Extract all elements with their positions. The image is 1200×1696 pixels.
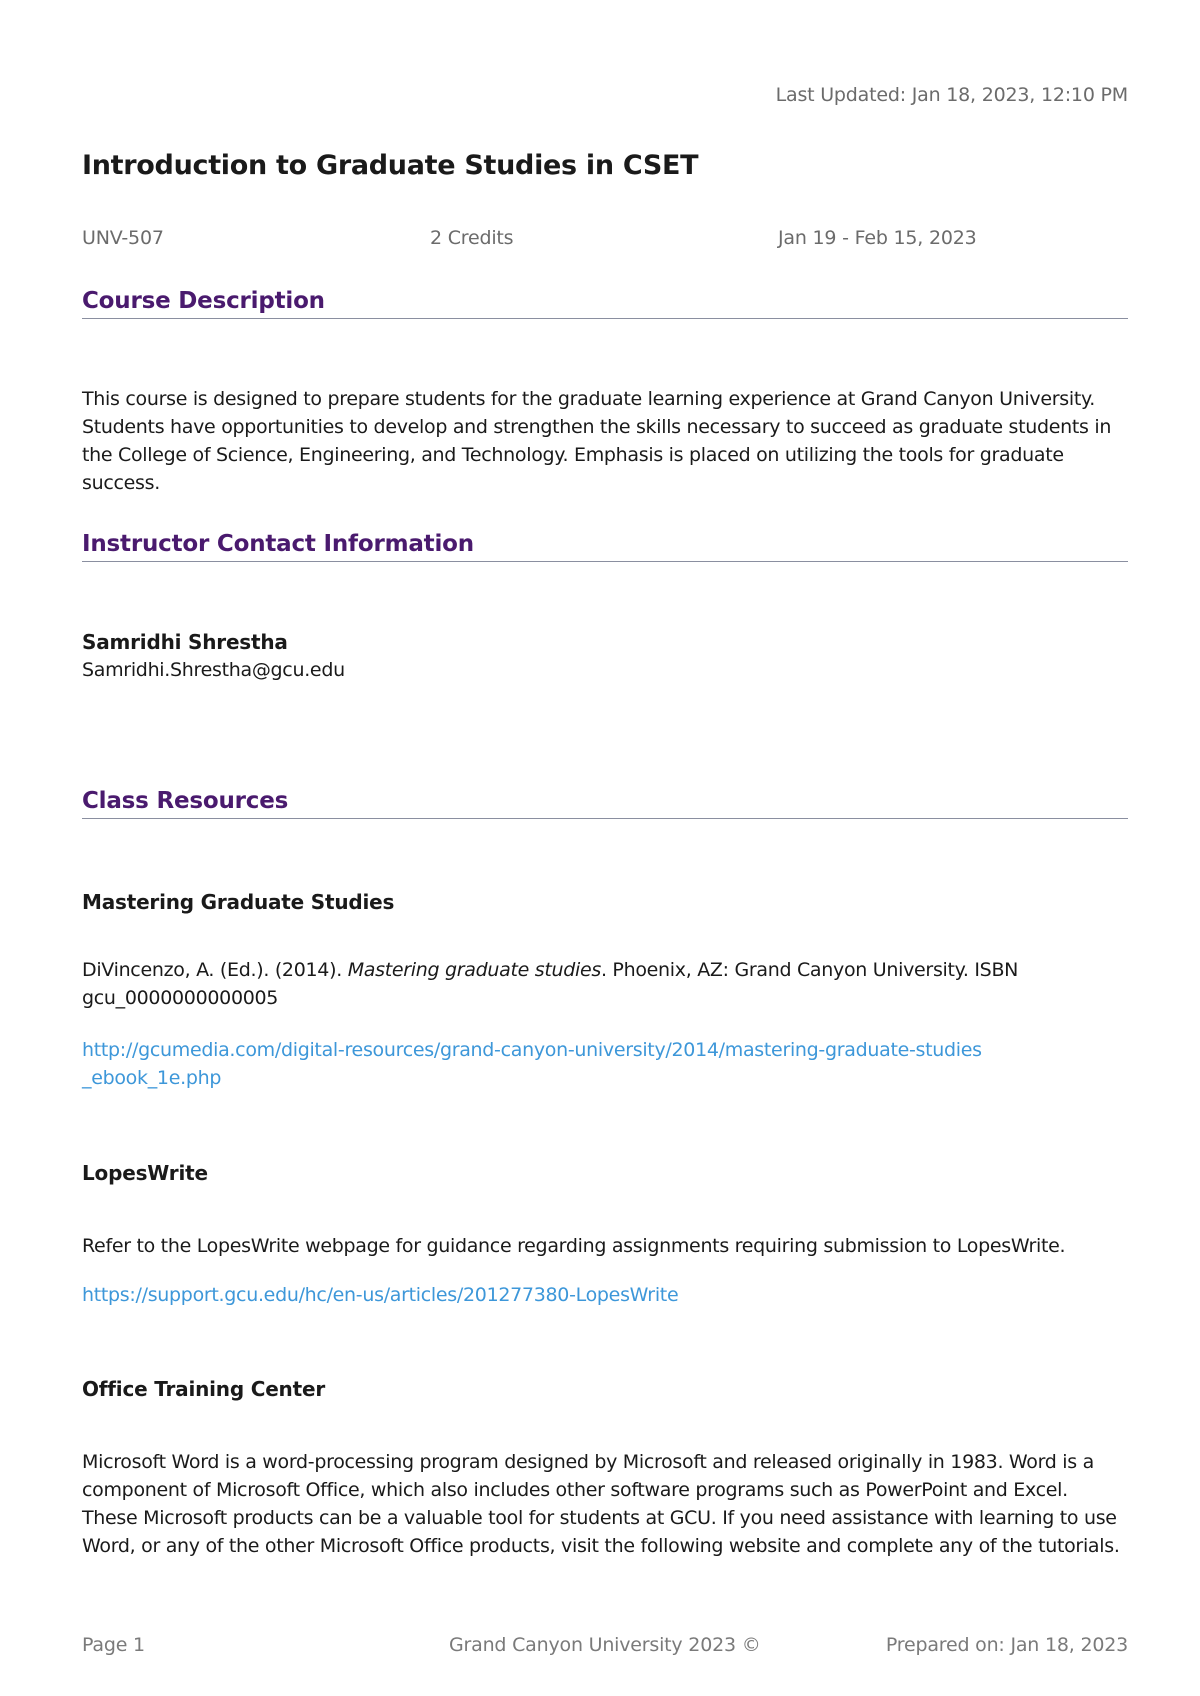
course-code: UNV-507	[82, 227, 164, 249]
instructor-name: Samridhi Shrestha	[82, 630, 288, 654]
course-dates: Jan 19 - Feb 15, 2023	[778, 227, 977, 249]
footer-copyright: Grand Canyon University 2023 ©	[449, 1634, 761, 1656]
course-credits: 2 Credits	[430, 227, 514, 249]
last-updated: Last Updated: Jan 18, 2023, 12:10 PM	[775, 84, 1128, 106]
instructor-email: Samridhi.Shrestha@gcu.edu	[82, 659, 345, 681]
office-training-text: Microsoft Word is a word-processing program designed by Microsoft and released originally in 1983. Word is a component of Microsoft Office, which also includes other software programs such as PowerPoint and Excel. These Microsoft products can be a valuable tool for students at GCU. If you need assistance with learning to use Word, or any of the other Microsoft Office products, visit the following website and complete any of the tutorials.	[82, 1451, 1120, 1557]
class-resources-heading: Class Resources	[82, 788, 1128, 819]
citation-book-title: Mastering graduate studies	[347, 959, 601, 981]
document-page	[82, 0, 1128, 1696]
resource-citation	[82, 956, 1082, 1012]
mastering-graduate-studies-link[interactable]: http://gcumedia.com/digital-resources/grand-canyon-university/2014/mastering-graduate-studies_ebook_1e.php	[82, 1039, 982, 1089]
instructor-heading: Instructor Contact Information	[82, 531, 1128, 562]
citation-authors: DiVincenzo, A. (Ed.). (2014).	[82, 959, 348, 981]
course-title: Introduction to Graduate Studies in CSET	[82, 150, 699, 181]
lopeswrite-link[interactable]: https://support.gcu.edu/hc/en-us/articles/201277380-LopesWrite	[82, 1284, 679, 1306]
page-number: Page 1	[82, 1634, 145, 1656]
citation-publisher: . Phoenix, AZ: Grand Canyon University. ISBN gcu_0000000000005	[82, 959, 1019, 1009]
resource-title-mastering: Mastering Graduate Studies	[82, 890, 395, 914]
course-description-text: This course is designed to prepare students for the graduate learning experience at Grand Canyon University. Students have opportunities to develop and strengthen the skills necessary to succeed as graduate students in the College of Science, Engineering, and Technology. Emphasis is placed on utilizing the tools for graduate success.	[82, 388, 1112, 494]
prepared-date: Prepared on: Jan 18, 2023	[885, 1634, 1128, 1656]
resource-title-lopeswrite: LopesWrite	[82, 1161, 208, 1185]
resource-title-office-training: Office Training Center	[82, 1377, 325, 1401]
lopeswrite-text: Refer to the LopesWrite webpage for guidance regarding assignments requiring submission to LopesWrite.	[82, 1235, 1066, 1257]
course-description-heading: Course Description	[82, 288, 1128, 319]
